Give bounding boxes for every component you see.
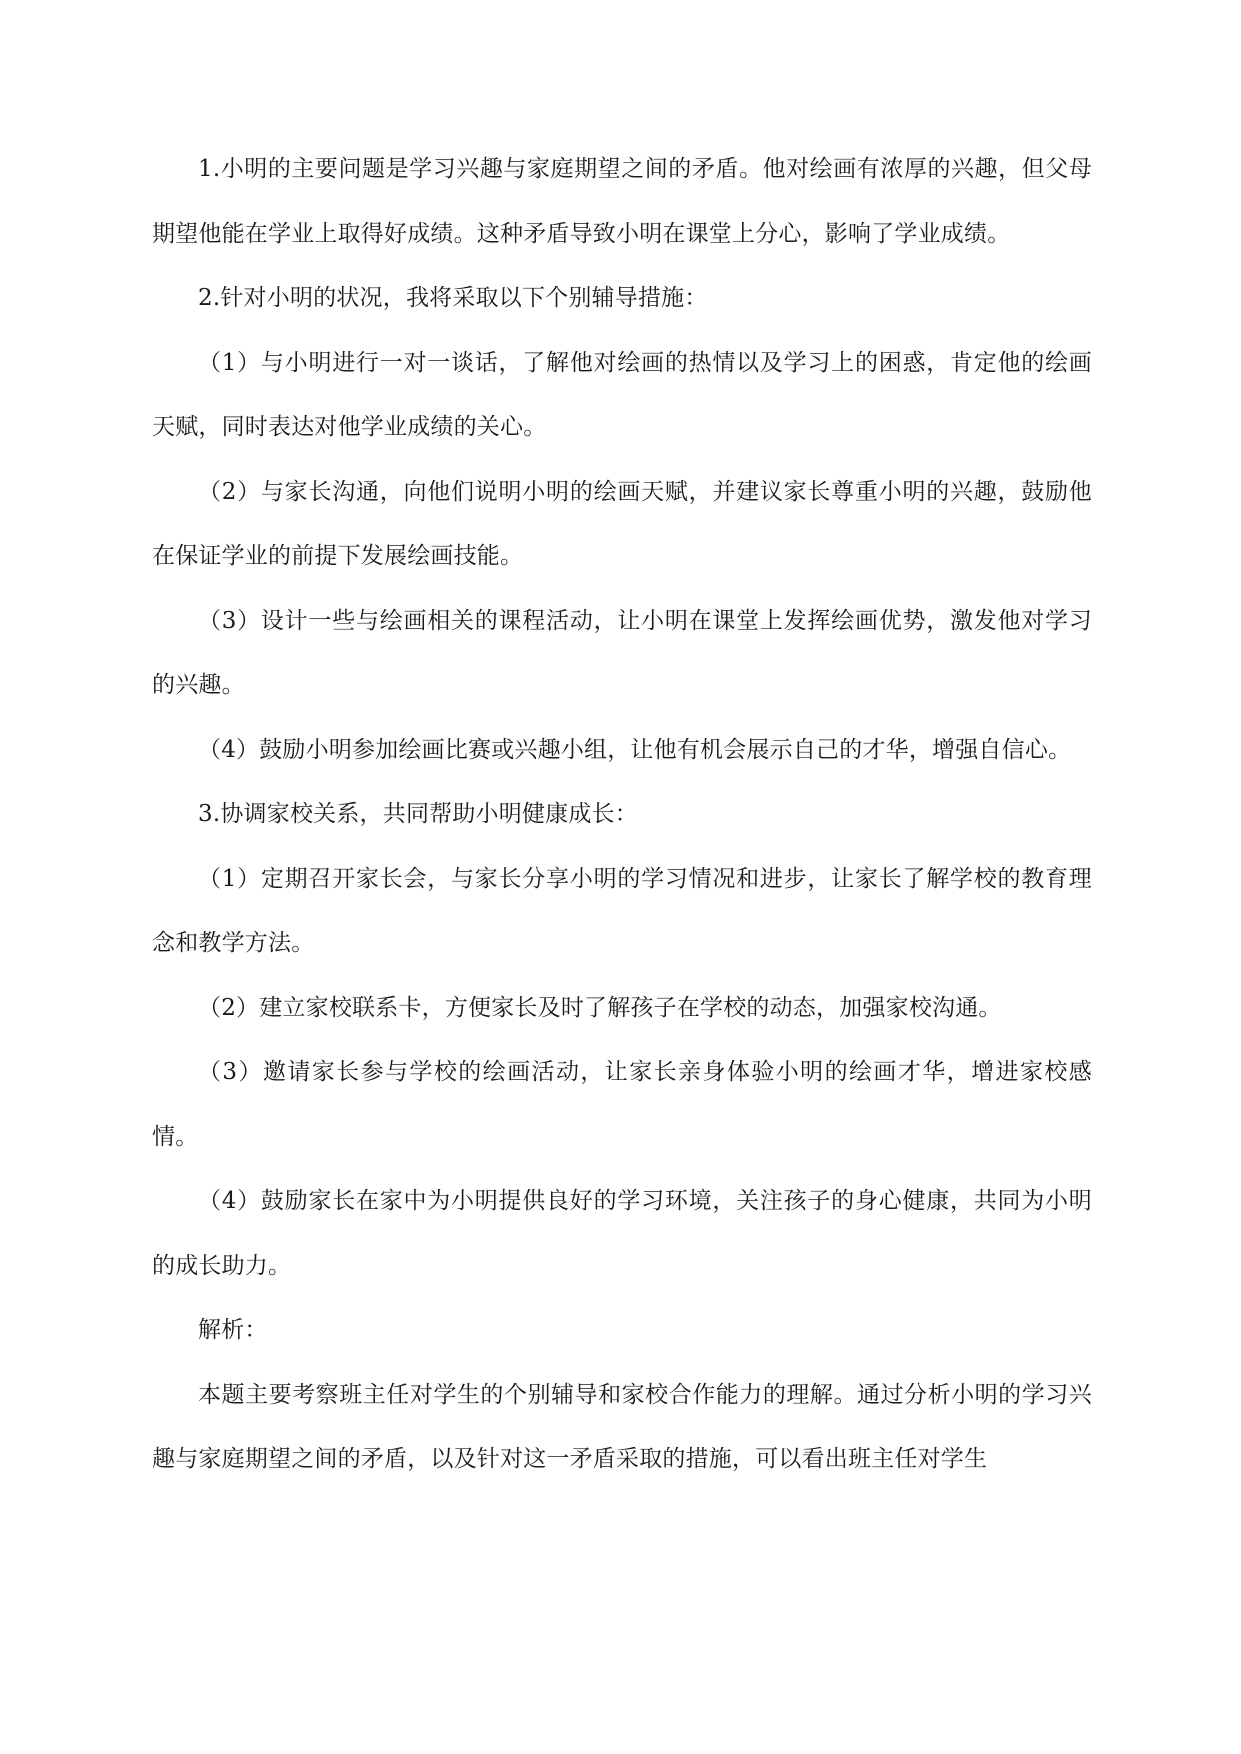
paragraph-coordination-1: （1）定期召开家长会，与家长分享小明的学习情况和进步，让家长了解学校的教育理念和教学方法。 (152, 865, 1092, 956)
paragraph-measure-1: （1）与小明进行一对一谈话，了解他对绘画的热情以及学习上的困惑，肯定他的绘画天赋，同时表达对他学业成绩的关心。 (152, 349, 1092, 440)
document-page (152, 137, 1092, 1492)
paragraph-coordination-heading: 3.协调家校关系，共同帮助小明健康成长： (198, 801, 638, 827)
paragraph-coordination-3: （3）邀请家长参与学校的绘画活动，让家长亲身体验小明的绘画才华，增进家校感情。 (152, 1059, 1092, 1150)
paragraph-analysis-label: 解析： (198, 1317, 268, 1343)
paragraph-measure-3: （3）设计一些与绘画相关的课程活动，让小明在课堂上发挥绘画优势，激发他对学习的兴趣。 (152, 607, 1092, 698)
paragraph-analysis-body: 本题主要考察班主任对学生的个别辅导和家校合作能力的理解。通过分析小明的学习兴趣与家庭期望之间的矛盾，以及针对这一矛盾采取的措施，可以看出班主任对学生 (152, 1381, 1092, 1472)
paragraph-problem-summary: 1.小明的主要问题是学习兴趣与家庭期望之间的矛盾。他对绘画有浓厚的兴趣，但父母期望他能在学业上取得好成绩。这种矛盾导致小明在课堂上分心，影响了学业成绩。 (152, 156, 1092, 247)
paragraph-coordination-4: （4）鼓励家长在家中为小明提供良好的学习环境，关注孩子的身心健康，共同为小明的成长助力。 (152, 1188, 1092, 1279)
paragraph-measure-4: （4）鼓励小明参加绘画比赛或兴趣小组，让他有机会展示自己的才华，增强自信心。 (198, 736, 1072, 763)
paragraph-measure-2: （2）与家长沟通，向他们说明小明的绘画天赋，并建议家长尊重小明的兴趣，鼓励他在保证学业的前提下发展绘画技能。 (152, 478, 1092, 569)
paragraph-coordination-2: （2）建立家校联系卡，方便家长及时了解孩子在学校的动态，加强家校沟通。 (198, 994, 1002, 1021)
paragraph-measures-heading: 2.针对小明的状况，我将采取以下个别辅导措施： (198, 285, 708, 311)
